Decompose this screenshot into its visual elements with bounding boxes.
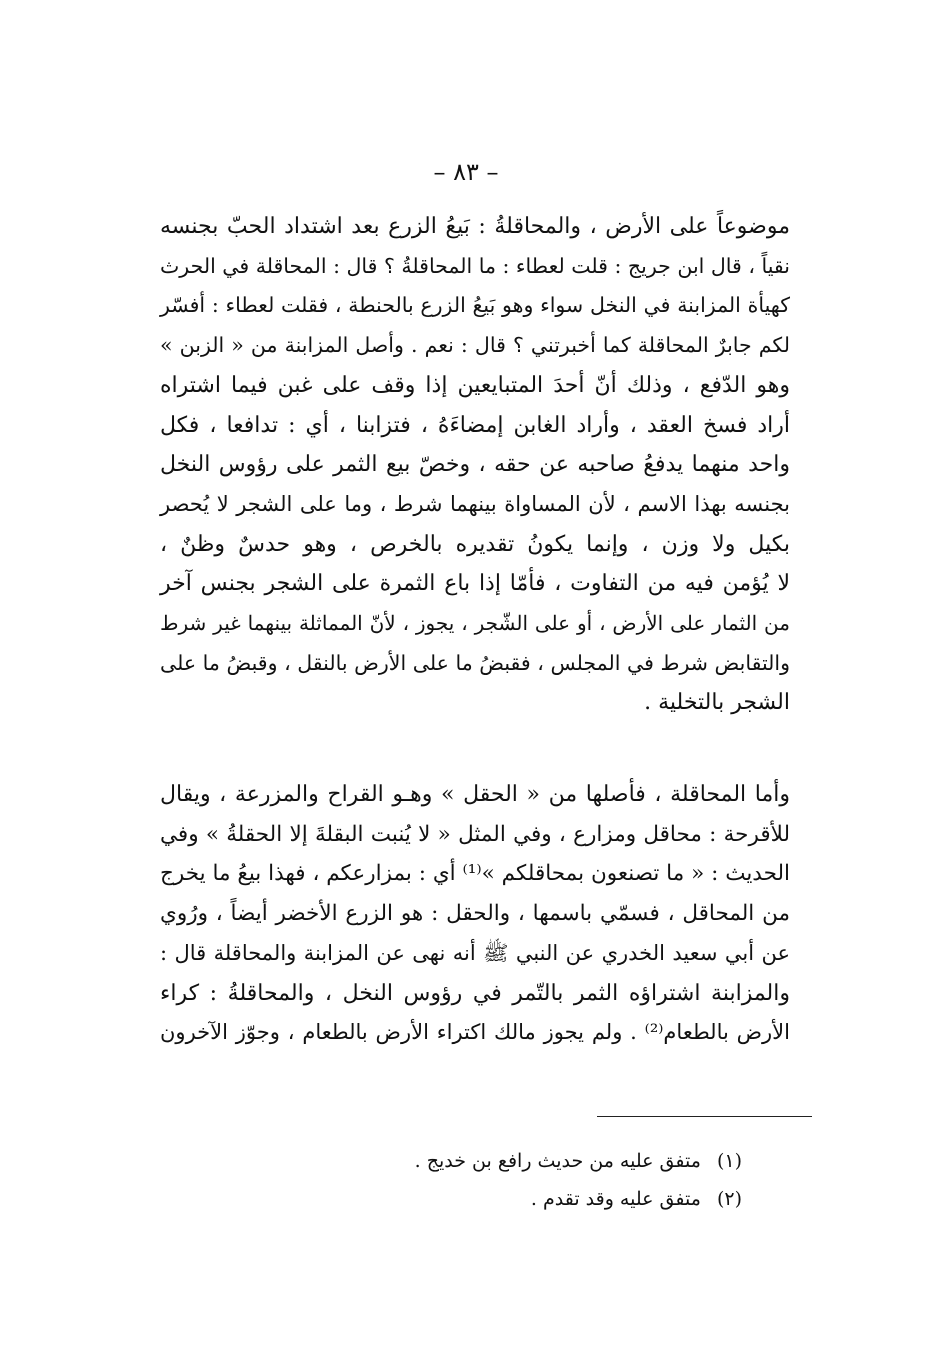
text-line: والمزابنة اشتراؤه الثمر بالتّمر في رؤوس النخل ، والمحاقلةُ : كراء <box>160 980 790 1006</box>
text-line: الحديث : « ما تصنعون بمحاقلكم »⁽¹⁾ أي : بمزارعكم ، فهذا بيعُ ما يخرج <box>160 861 790 887</box>
footnote-divider <box>597 1116 812 1117</box>
footnote-2 <box>242 1180 742 1218</box>
text-line: الأرض بالطعام⁽²⁾ . ولم يجوز مالك اكتراء الأرض بالطعام ، وجوّز الآخرون <box>160 1020 790 1045</box>
text-line: الشجر بالتخلية . <box>644 690 790 716</box>
text-line: بجنسه بهذا الاسم ، لأن المساواة بينهما شرط ، وما على الشجر لا يُحصر <box>160 491 790 516</box>
footnote-number: (٢) <box>716 1188 742 1210</box>
text-line: من المحاقل ، فسمّي باسمها ، والحقل : هو الزرع الأخضر أيضاً ، ورُوي <box>160 901 790 927</box>
text-line: لكم جابرٌ المحاقلة كما أخبرتني ؟ قال : نعم . وأصل المزابنة من « الزبن » <box>160 333 790 358</box>
text-line: بكيل ولا وزن ، وإنما يكونُ تقديره بالخرص ، وهو حدسٌ وظنٌ ، <box>160 531 790 557</box>
text-line: واحد منهما يدفعُ صاحبه عن حقه ، وخصّ بيع الثمر على رؤوس النخل <box>160 452 790 478</box>
text-line: وأما المحاقلة ، فأصلها من « الحقل » وهـو القراح والمزرعة ، ويقال <box>160 782 790 807</box>
text-line: والتقابض شرط في المجلس ، فقبضُ ما على الأرض بالنقل ، وقبضُ ما على <box>160 650 790 675</box>
footnote-number: (١) <box>716 1150 742 1172</box>
text-line: نقياً ، قال ابن جريج : قلت لعطاء : ما المحاقلةُ ؟ قال : المحاقلة في الحرث <box>160 253 790 278</box>
footnote-text: متفق عليه من حديث رافع بن خديج . <box>414 1150 701 1172</box>
paragraph-2 <box>160 775 790 1053</box>
text-line: أراد فسخ العقد ، وأراد الغابن إمضاءَهُ ، فتزابنا ، أي : تدافعا ، فكل <box>160 412 790 438</box>
text-line: كهيأة المزابنة في النخل سواء وهو بَيعُ الزرع بالحنطة ، فقلت لعطاء : أفسّر <box>160 293 790 318</box>
footnote-text: متفق عليه وقد تقدم . <box>530 1188 701 1210</box>
text-line: من الثمار على الأرض ، أو على الشّجر ، يجوز ، لأنّ المماثلة بينهما غير شرط <box>160 611 790 636</box>
page-number: – ٨٣ – <box>433 158 499 186</box>
text-line: موضوعاً على الأرض ، والمحاقلةُ : بَيعُ الزرع بعد اشتداد الحبّ بجنسه <box>160 214 790 239</box>
paragraph-1 <box>160 207 790 723</box>
text-line: عن أبي سعيد الخدري عن النبي ﷺ أنه نهى عن المزابنة والمحاقلة قال : <box>160 940 790 965</box>
text-line: للأقرحة : محاقل ومزارع ، وفي المثل « لا يُنبت البقلةَ إلا الحقلةُ » وفي <box>160 821 790 847</box>
footnotes <box>242 1142 742 1218</box>
footnote-1 <box>242 1142 742 1180</box>
text-line: وهو الدّفع ، وذلك أنّ أحدَ المتبايعين إذا وقف على غبن فيما اشتراه <box>160 372 790 398</box>
text-line: لا يُؤمن فيه من التفاوت ، فأمّا إذا باع الثمرة على الشجر بجنس آخر <box>160 571 790 597</box>
